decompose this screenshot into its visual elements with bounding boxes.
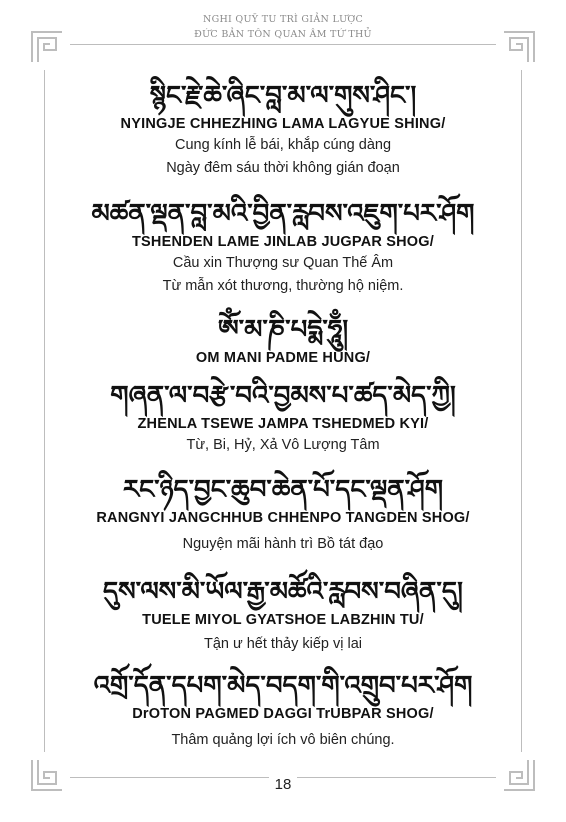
page-number xyxy=(0,776,566,793)
vietnamese-line: Từ, Bi, Hỷ, Xả Vô Lượng Tâm xyxy=(186,437,380,453)
page-number-text: 18 xyxy=(269,776,298,793)
tibetan-script-line: ཨོཾ་མ་ཎི་པདྨེ་ཧཱུྃ། xyxy=(214,314,352,348)
tibetan-script-line: རང་ཉིད་བྱང་ཆུབ་ཆེན་པོ་དང་ལྡན་ཤོག xyxy=(119,474,447,508)
vietnamese-line: Cầu xin Thượng sư Quan Thế Âm xyxy=(172,255,394,271)
verse-block xyxy=(0,314,566,368)
verse-block xyxy=(0,380,566,457)
vietnamese-line: Thâm quảng lợi ích vô biên chúng. xyxy=(171,732,395,748)
tibetan-script-line: དུས་ལས་མི་ཡོལ་རྒྱ་མཚོའི་རླབས་བཞིན་དུ། xyxy=(99,576,467,610)
vietnamese-line: Từ mẫn xót thương, thường hộ niệm. xyxy=(162,278,404,294)
transliteration-line: OM MANI PADME HUNG/ xyxy=(195,350,371,366)
vietnamese-line: Nguyện mãi hành trì Bồ tát đạo xyxy=(182,536,384,552)
tibetan-script-line: འགྲོ་དོན་དཔག་མེད་བདག་གི་འགྲུབ་པར་ཤོག xyxy=(90,670,477,704)
tibetan-script-line: མཚན་ལྡན་བླ་མའི་བྱིན་རླབས་འཇུག་པར་ཤོག xyxy=(88,198,479,232)
border-top-line xyxy=(70,44,496,45)
header-line-1: NGHI QUỸ TU TRÌ GIẢN LƯỢC xyxy=(202,14,364,25)
vietnamese-line: Ngày đêm sáu thời không gián đoạn xyxy=(166,160,400,176)
transliteration-line: TUELE MIYOL GYATSHOE LABZHIN TU/ xyxy=(142,612,424,628)
verse-block xyxy=(0,576,566,656)
verse-block xyxy=(0,198,566,298)
tibetan-script-line: གཞན་ལ་བརྩེ་བའི་བྱམས་པ་ཚད་མེད་ཀྱི། xyxy=(106,380,459,414)
transliteration-line: RANGNYI JANGCHHUB CHHENPO TANGDEN SHOG/ xyxy=(96,510,470,526)
header-line-2: ĐỨC BẢN TÔN QUAN ÂM TỨ THỦ xyxy=(194,29,372,40)
transliteration-line: NYINGJE CHHEZHING LAMA LAGYUE SHING/ xyxy=(120,116,446,132)
verse-block xyxy=(0,80,566,180)
vietnamese-line: Cung kính lễ bái, khắp cúng dàng xyxy=(174,137,392,153)
verse-block xyxy=(0,474,566,556)
transliteration-line: ZHENLA TSEWE JAMPA TSHEDMED KYI/ xyxy=(137,416,429,432)
vietnamese-line: Tận ư hết thảy kiếp vị lai xyxy=(203,636,362,652)
tibetan-script-line: སྙིང་རྗེ་ཆེ་ཞིང་བླ་མ་ལ་གུས་ཤིང་། xyxy=(146,80,421,114)
verse-block xyxy=(0,670,566,752)
running-header xyxy=(0,12,566,42)
transliteration-line: TSHENDEN LAME JINLAB JUGPAR SHOG/ xyxy=(132,234,434,250)
transliteration-line: DrOTON PAGMED DAGGI TrUBPAR SHOG/ xyxy=(132,706,434,722)
